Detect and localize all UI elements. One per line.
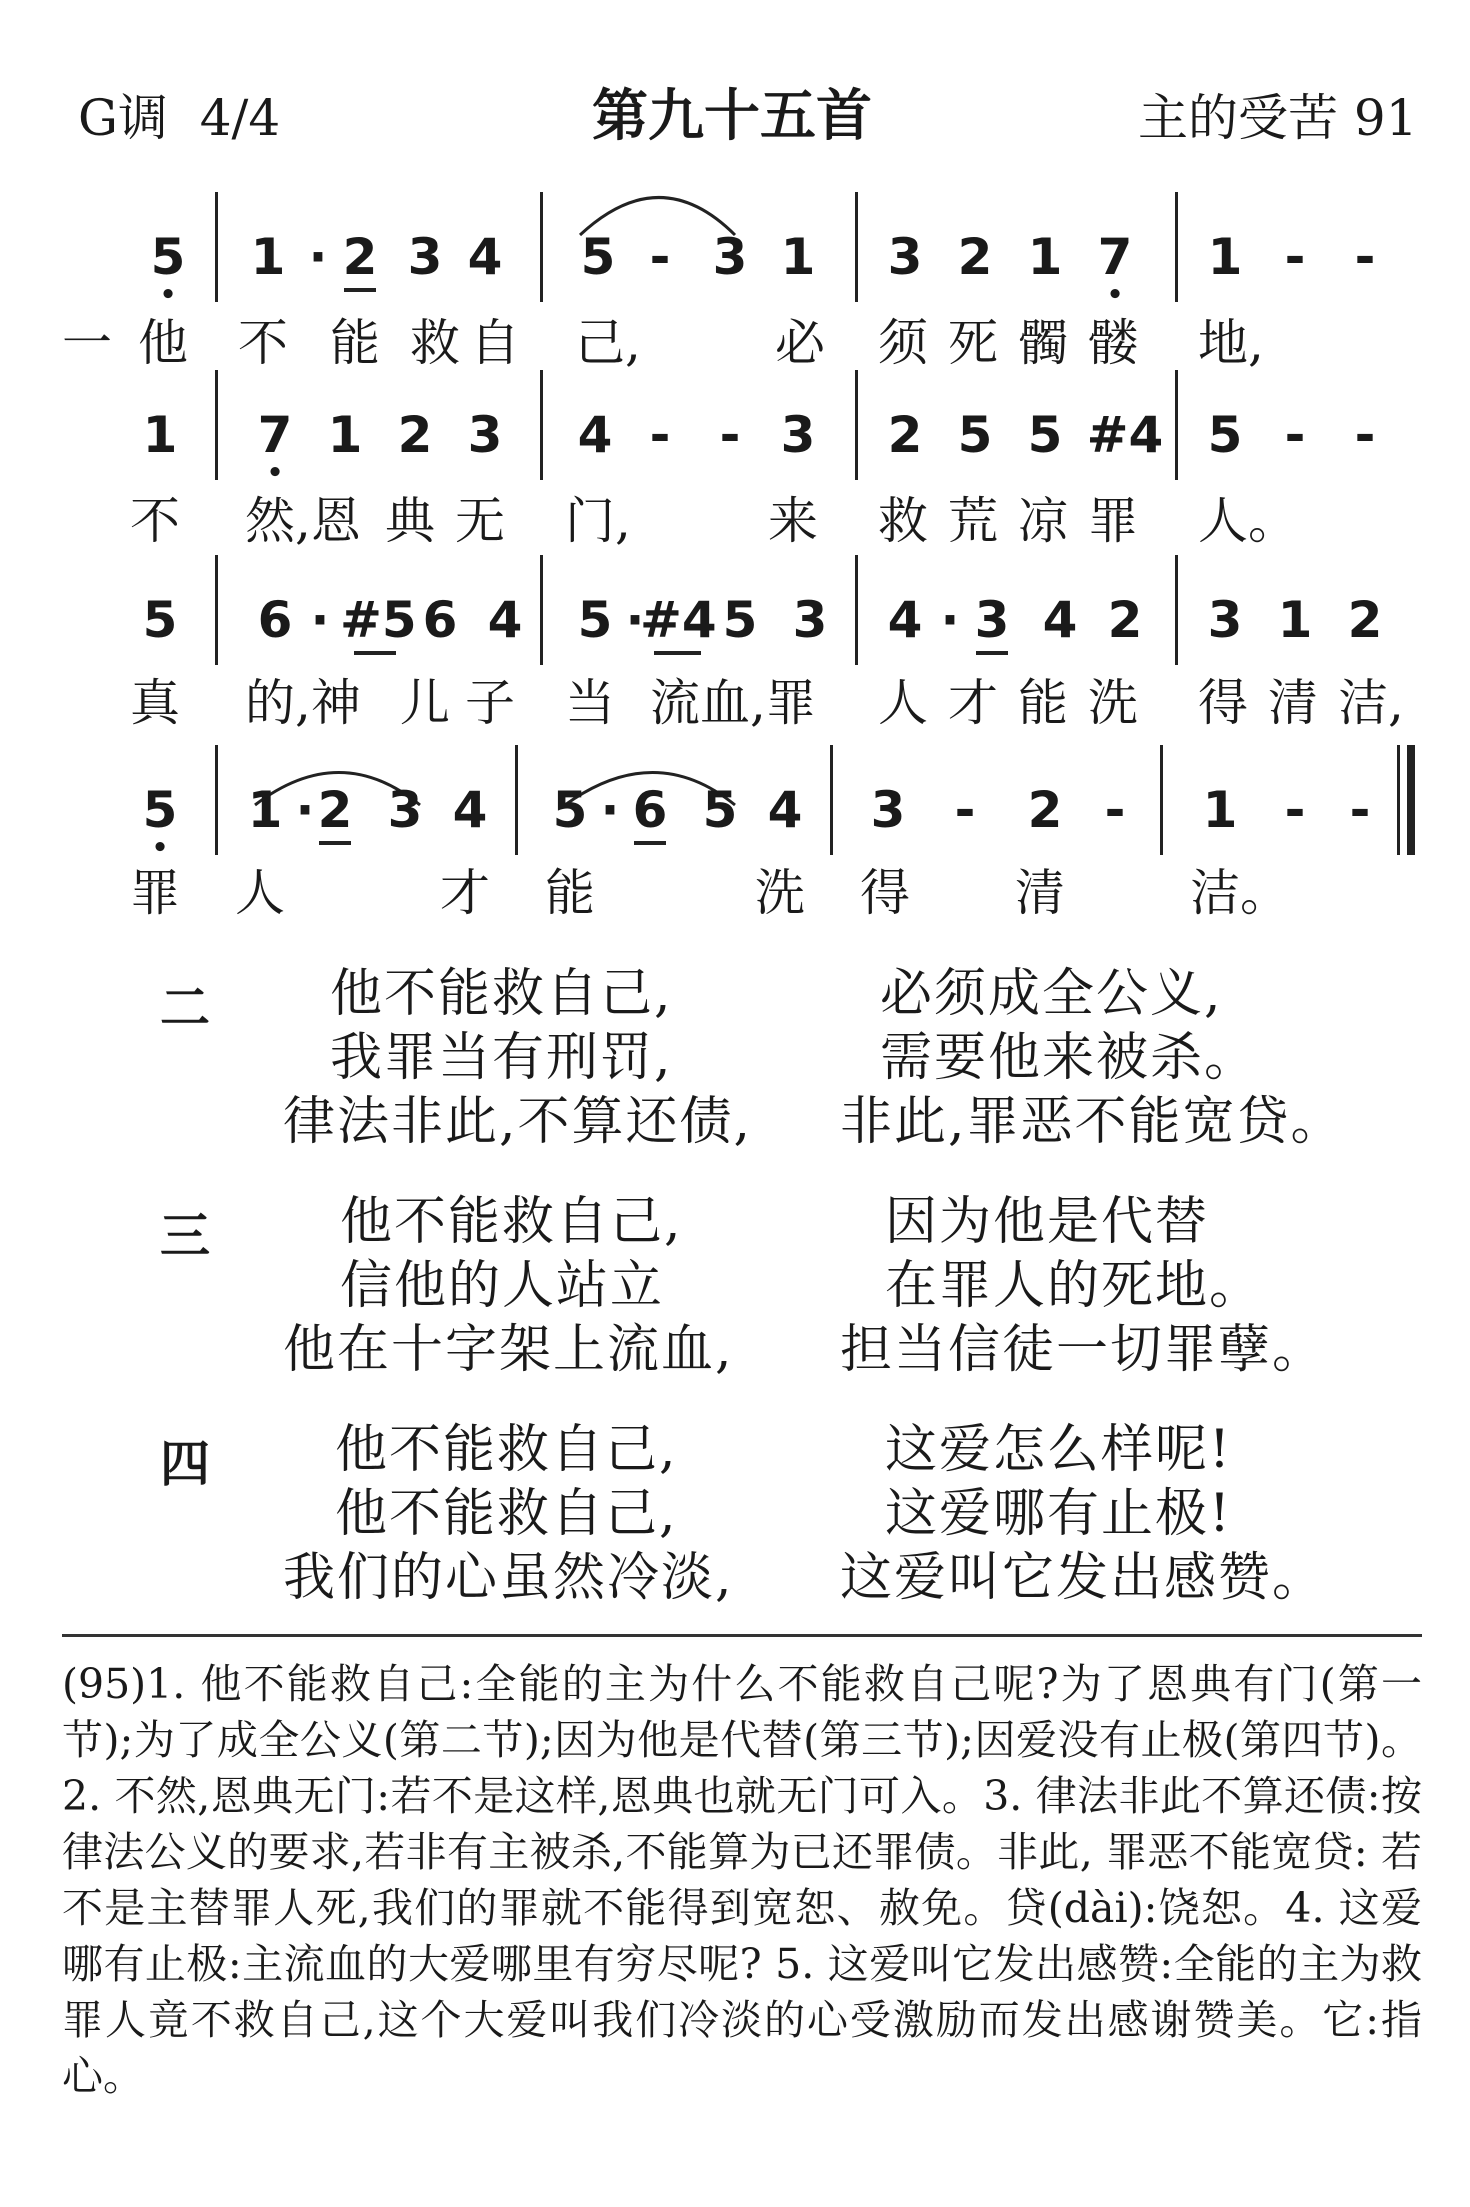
lyric: 洁。 [1190,864,1290,922]
verse-line: 我罪当有刑罚, [330,1028,673,1088]
verse-line: 他在十字架上流血, [283,1320,734,1380]
note: · [940,591,960,649]
note: - [954,781,976,839]
barline [855,370,858,480]
barline [540,370,543,480]
note: 4 [887,591,923,649]
note: 7 • [1097,228,1133,310]
verse-line: 必须成全公义, [880,964,1223,1024]
verse-number: 四 [160,1435,210,1493]
lyric: 得 [860,864,910,922]
barline [1175,555,1178,665]
lyric: 能 [1018,674,1068,732]
note: 2 [330,232,390,282]
lyric: 髅 [1088,314,1138,372]
barline [1160,745,1163,855]
lyric: 救 [410,314,460,372]
barline [515,745,518,855]
lyric: 救 [878,492,928,550]
lyric: 荒 [948,492,998,550]
barline [540,555,543,665]
lyric: 子 [465,674,515,732]
note: - [1354,228,1376,286]
lyric: 不 [238,314,288,372]
note: - [1349,781,1371,839]
note: #4 [1086,406,1164,464]
note: - [649,406,671,464]
note: 1 [142,406,178,464]
lyric: 他 [138,314,188,372]
verse-line: 在罪人的死地。 [885,1256,1264,1316]
note: 2 [397,406,433,464]
note: 1 [1277,591,1313,649]
note: #4 [640,595,715,645]
note: 4 [1042,591,1078,649]
lyric: 须 [878,314,928,372]
lyric: 典 [385,492,435,550]
note: 3 [467,406,503,464]
lyric: 凉 [1018,492,1068,550]
lyric: 才 [440,864,490,922]
lyric: 无 [455,492,505,550]
barline [830,745,833,855]
lyric: 必 [775,314,825,372]
note: 6 [257,591,293,649]
note: 1 [1027,228,1063,286]
note: - [1354,406,1376,464]
barline [540,192,543,302]
note: 3 [387,781,423,839]
barline [215,555,218,665]
barline [855,555,858,665]
barline [855,192,858,302]
hymn-category: 主的受苦 91 [1138,89,1418,147]
note: 5 [722,591,758,649]
verse-line: 信他的人站立 [340,1256,665,1316]
lyric: 门, [565,492,631,550]
note: 1 [780,228,816,286]
lyric: 的,神 [245,674,361,732]
lyric: 真 [130,674,180,732]
barline [215,192,218,302]
verse-number: 二 [160,979,210,1037]
note: 2 [887,406,923,464]
note: 1 [1207,228,1243,286]
lyric: 才 [948,674,998,732]
note: 1 [247,781,283,839]
note: 5 [702,781,738,839]
verse-line: 因为他是代替 [885,1192,1210,1252]
note: 2 [1107,591,1143,649]
note: · [310,591,330,649]
verse-line: 他不能救自己, [335,1484,678,1544]
note: 1 [327,406,363,464]
note: - [1284,228,1306,286]
lyric: 一 [62,314,112,372]
note: 3 [887,228,923,286]
lyric: 能 [545,864,595,922]
note: 2 [957,228,993,286]
note: #5 [340,595,410,645]
verse-number: 三 [160,1207,210,1265]
note: 5 [1207,406,1243,464]
verse-line: 这爱叫它发出感赞。 [840,1548,1327,1608]
note: 4 [487,591,523,649]
lyric: 自 [470,314,520,372]
lyric: 人。 [1198,492,1298,550]
lyric: 当 [565,674,615,732]
note: 3 [962,595,1022,645]
note: - [719,406,741,464]
lyric: 人 [235,864,285,922]
note: 5 [957,406,993,464]
barline [1175,370,1178,480]
note: 4 [452,781,488,839]
note: · [600,781,620,839]
lyric: 然,恩 [245,492,361,550]
footnote: (95)1. 他不能救自己:全能的主为什么不能救自己呢?为了恩典有门(第一节);为了成全公义(第二节);因为他是代替(第三节);因爱没有止极(第四节)。2. 不然,恩典无门:若不是这样,恩典也就无门可入。3. 律法非此不算还债:按律法公义的要求,若非有主被杀,不能算为已还罪债。非此, 罪恶不能宽贷: 若不是主替罪人死,我们的罪就不能得到宽恕、赦免。贷(dài):饶恕。4. 这爱哪有止极:主流血的大爱哪里有穷尽呢? 5. 这爱叫它发出感赞:全能的主为救罪人竟不救自己,这个大爱叫我们冷淡的心受激励而发出感谢赞美。它:指心。 [62,1660,1422,2100]
verse-line: 我们的心虽然冷淡, [283,1548,734,1608]
note: · [308,228,328,286]
lyric: 得 [1198,674,1248,732]
verse-line: 这爱怎么样呢! [885,1420,1232,1480]
lyric: 来 [768,492,818,550]
note: 5 [552,781,588,839]
divider [62,1634,1422,1637]
note: 1 [1202,781,1238,839]
note: 4 [767,781,803,839]
lyric: 清 [1268,674,1318,732]
barline [1175,192,1178,302]
note: 5 [577,591,613,649]
note: 3 [870,781,906,839]
note: 7 • [257,406,293,488]
note: 4 [577,406,613,464]
verse-line: 他不能救自己, [340,1192,683,1252]
note: 5 [580,228,616,286]
note: 5 [142,591,178,649]
note: 2 [1347,591,1383,649]
note: 3 [407,228,443,286]
verse-line: 他不能救自己, [335,1420,678,1480]
lyric: 流 [650,674,700,732]
hymn-title: 第九十五首 [592,84,872,149]
lyric: 罪 [1088,492,1138,550]
note: - [1284,781,1306,839]
lyric: 死 [948,314,998,372]
note: 5 • [150,228,186,310]
lyric: 洗 [1088,674,1138,732]
lyric: 儿 [400,674,450,732]
barline [215,745,218,855]
verse-line: 需要他来被杀。 [880,1028,1259,1088]
verse-line: 他不能救自己, [330,964,673,1024]
note: 2 [305,785,365,835]
lyric: 能 [330,314,380,372]
key-signature: G调 4/4 [78,89,281,147]
barline [215,370,218,480]
note: 6 [620,785,680,835]
lyric: 罪 [130,864,180,922]
lyric: 人 [878,674,928,732]
final-barline-thin [1397,745,1400,855]
note: - [1284,406,1306,464]
note: 5 • [142,781,178,863]
note: - [1104,781,1126,839]
lyric: 清 [1015,864,1065,922]
lyric: 洗 [755,864,805,922]
note: 5 [1027,406,1063,464]
note: - [649,228,671,286]
verse-line: 这爱哪有止极! [885,1484,1232,1544]
lyric: 不 [130,492,180,550]
note: · [625,591,645,649]
verse-line: 非此,罪恶不能宽贷。 [840,1092,1345,1152]
lyric: 洁, [1338,674,1404,732]
verse-line: 律法非此,不算还债, [283,1092,753,1152]
lyric: 血,罪 [700,674,816,732]
lyric: 地, [1198,314,1264,372]
lyric: 己, [575,314,641,372]
note: 4 [467,228,503,286]
note: 3 [792,591,828,649]
note: · [295,781,315,839]
note: 1 [250,228,286,286]
note: 2 [1027,781,1063,839]
final-barline-thick [1407,745,1415,855]
note: 3 [780,406,816,464]
verse-line: 担当信徒一切罪孽。 [840,1320,1327,1380]
note: 6 [422,591,458,649]
note: 3 [712,228,748,286]
note: 3 [1207,591,1243,649]
lyric: 髑 [1018,314,1068,372]
